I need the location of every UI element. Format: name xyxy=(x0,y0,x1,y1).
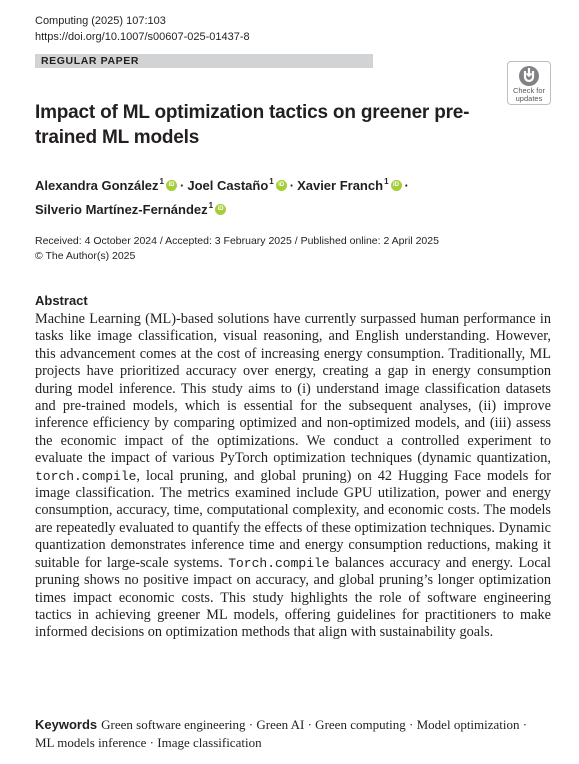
author-name[interactable]: Alexandra González$^1$iD xyxy=(35,178,177,193)
orcid-icon[interactable] xyxy=(166,180,177,191)
abstract-heading: Abstract xyxy=(35,293,88,308)
code-torch-compile-2: Torch.compile xyxy=(228,555,330,571)
author-separator: · xyxy=(289,178,295,193)
copyright-line: © The Author(s) 2025 xyxy=(35,250,136,262)
check-updates-line2: updates xyxy=(515,94,543,103)
code-torch-compile: torch.compile xyxy=(35,468,137,484)
doi-link[interactable]: https://doi.org/10.1007/s00607-025-01437-8 xyxy=(35,31,250,43)
author-name[interactable]: Silverio Martínez-Fernández$^1$iD xyxy=(35,202,226,217)
check-updates-line1: Check for xyxy=(512,86,546,95)
orcid-icon[interactable] xyxy=(215,204,226,215)
abstract-text: Machine Learning (ML)-based solutions have currently surpassed human performance in tasks like image classification, visual reasoning, and English understanding. However, this advancement comes at the cost of increasing energy consumption. Traditionally, ML projects have prioritized accuracy over energy, creating a gap in energy consumption during model inference. This study aims to (i) understand image classification datasets and pre-trained models, which is essential for the subsequent analyses, (ii) improve inference efficiency by comparing optimized and non-optimized models, and (iii) assess the economic impact of the optimizations. We conduct a controlled experiment to evaluate the impact of various PyTorch optimization techniques (dynamic quantization, torch.compile, local pruning, and global pruning) on 42 Hugging Face models for image classification. The metrics examined include GPU utilization, power and energy consumption, accuracy, time, computational complexity, and economic costs. The models are repeatedly evaluated to quantify the effects of these optimization techniques. Dynamic quantization demonstrates inference time and energy consumption reductions, making it suitable for large-scale systems. Torch.compile balances accuracy and energy. Local pruning shows no positive impact on accuracy, and global pruning’s longer optimization times impact economic costs. This study highlights the role of software engineering tactics in achieving greener ML models, offering guidelines for practitioners to make informed decisions on optimization methods that align with sustainability goals. xyxy=(35,311,551,641)
author-separator: · xyxy=(404,178,409,193)
paper-title: Impact of ML optimization tactics on greener pre-trained ML models xyxy=(35,102,470,148)
check-updates-icon xyxy=(518,65,540,87)
affiliation-mark: 1 xyxy=(384,177,389,186)
paper-type-label: REGULAR PAPER xyxy=(35,54,373,68)
affiliation-mark: 1 xyxy=(159,177,164,186)
history-dates: Received: 4 October 2024 / Accepted: 3 February 2025 / Published online: 2 April 2025 xyxy=(35,235,439,247)
author-separator: · xyxy=(180,178,185,193)
keywords-text: Green software engineering · Green AI · Green computing · Model optimization · ML models inference · Image classification xyxy=(35,717,528,750)
check-for-updates-badge[interactable] xyxy=(507,61,551,105)
author-name[interactable]: Xavier Franch$^1$iD xyxy=(297,178,401,193)
orcid-icon[interactable] xyxy=(276,180,287,191)
author-list xyxy=(35,172,505,220)
affiliation-mark: 1 xyxy=(208,201,214,210)
orcid-icon[interactable] xyxy=(391,180,402,191)
keywords-label: Keywords xyxy=(35,717,98,732)
affiliation-mark: 1 xyxy=(269,177,274,186)
journal-header xyxy=(35,13,250,45)
author-name[interactable]: Joel Castaño$^1$iD xyxy=(187,178,286,193)
keywords-section xyxy=(35,716,545,752)
publication-dates xyxy=(35,234,439,264)
journal-citation: Computing (2025) 107:103 xyxy=(35,15,166,27)
